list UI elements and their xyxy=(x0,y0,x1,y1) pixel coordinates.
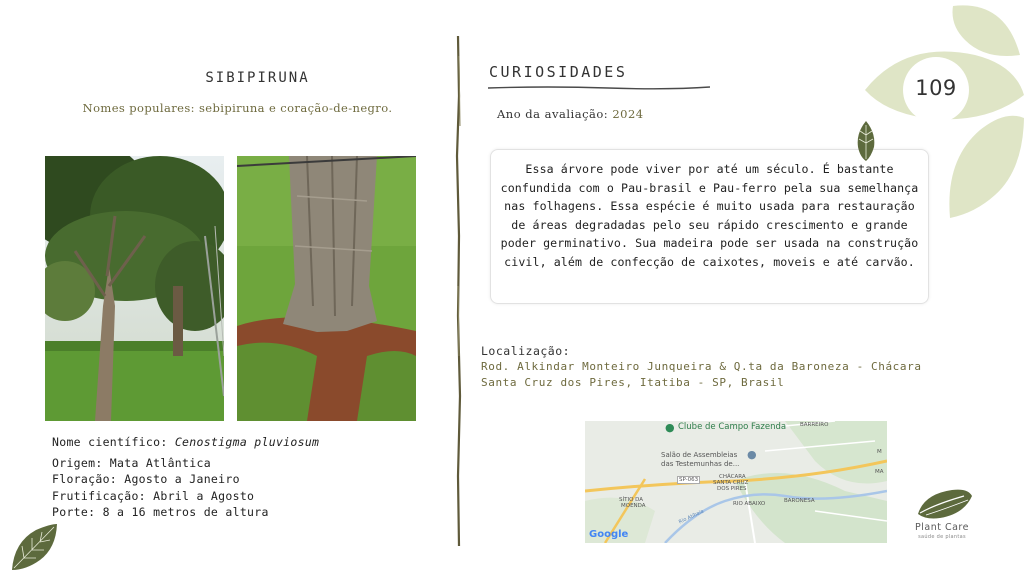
column-divider xyxy=(452,36,466,546)
page-number: 109 xyxy=(915,76,957,100)
scientific-name-value: Cenostigma pluviosum xyxy=(174,435,320,449)
curiosities-text: Essa árvore pode viver por até um século. É bastante confundida com o Pau-brasil e Pau-ferro pela sua semelhança nas folhagens. Essa espécie é muito usada para restauração de áreas degradadas pelo seu rápido crescimento e grande poder germinativo. Sua madeira pode ser usada na construção civil, além de confecção de caixotes, moveis e até carvão. xyxy=(500,162,919,269)
map-label-baronesa: BARONESA xyxy=(784,498,815,504)
brand-name: Plant Care xyxy=(915,522,969,533)
brand-tagline: saúde de plantas xyxy=(918,534,966,540)
flowering-row: Floração: Agosto a Janeiro xyxy=(52,472,240,487)
trunk-photo xyxy=(237,156,416,421)
map-marker-icon: ● xyxy=(747,448,757,461)
map-label-road: SP-063 xyxy=(679,477,699,483)
map-label-salao-2: das Testemunhas de... xyxy=(661,460,740,468)
map-label-club: Clube de Campo Fazenda xyxy=(678,422,787,432)
map-label-barreiro: BARREIRO xyxy=(800,422,829,428)
bottom-leaf-icon xyxy=(10,522,58,572)
origin-row: Origem: Mata Atlântica xyxy=(52,455,211,470)
fruiting-row: Frutificação: Abril a Agosto xyxy=(52,488,255,503)
size-row: Porte: 8 a 16 metros de altura xyxy=(52,505,269,520)
map-label-chacara-1: CHÁCARA xyxy=(719,474,746,480)
evaluation-year-value: 2024 xyxy=(612,107,644,121)
evaluation-year-label: Ano da avaliação: xyxy=(497,107,613,121)
evaluation-year xyxy=(497,107,644,121)
species-title: SIBIPIRUNA xyxy=(205,70,310,86)
leaf-decoration xyxy=(855,0,1024,230)
map-google-logo: Google xyxy=(589,529,629,540)
map-label-sitio-1: SÍTIO DA xyxy=(619,497,644,503)
location-map[interactable] xyxy=(585,421,887,543)
map-label-chacara-3: DOS PIRES xyxy=(717,486,747,492)
map-label-chacara-2: SANTA CRUZ xyxy=(713,480,749,486)
map-label-edge-ma: MA xyxy=(875,469,884,475)
small-leaf-icon xyxy=(856,121,876,161)
curiosities-title: CURIOSIDADES xyxy=(489,63,628,81)
scientific-name-row xyxy=(52,434,432,451)
species-facts xyxy=(52,434,432,521)
tree-photo xyxy=(45,156,224,421)
map-label-salao-1: Salão de Assembleias xyxy=(661,451,738,459)
location-label: Localização: xyxy=(481,344,571,358)
map-label-river: Rio Atibaia xyxy=(677,508,705,526)
scientific-name-label: Nome científico: xyxy=(52,435,175,449)
location-address: Rod. Alkindar Monteiro Junqueira & Q.ta da Baroneza - Chácara Santa Cruz dos Pires, Itatiba - SP, Brasil xyxy=(481,360,922,389)
popular-names: Nomes populares: sebipiruna e coração-de-negro. xyxy=(82,101,393,115)
map-label-rio-abaixo: RIO ABAIXO xyxy=(733,501,766,507)
map-label-sitio-2: MOENDA xyxy=(621,503,646,509)
map-pin-icon: ● xyxy=(665,421,675,434)
curiosities-underline xyxy=(488,84,710,92)
map-label-edge-m: M xyxy=(877,449,882,455)
